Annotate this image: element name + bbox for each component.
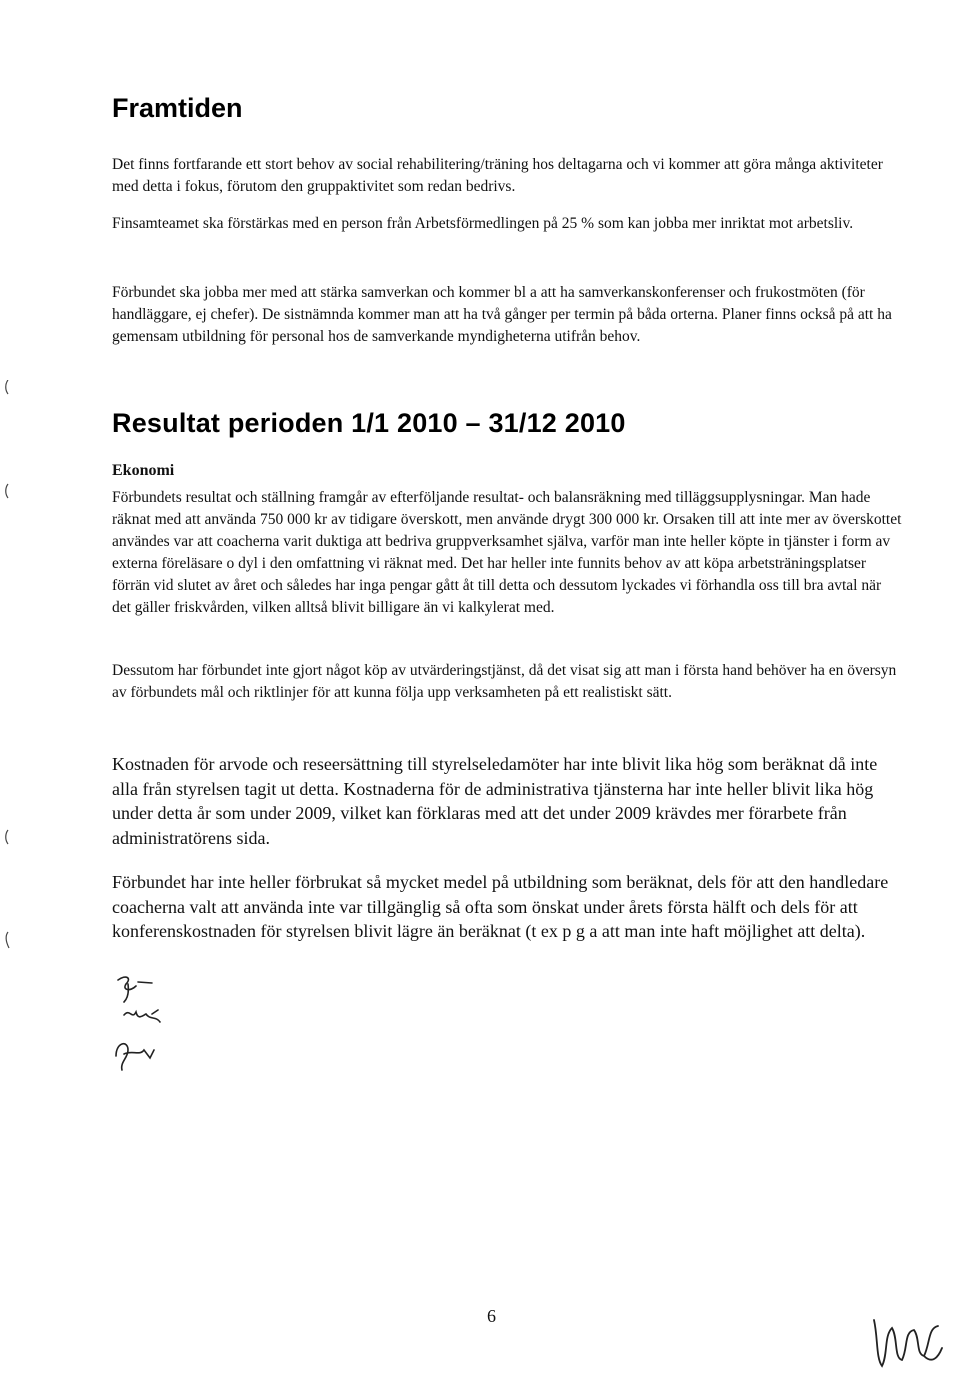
section-title-framtiden: Framtiden — [112, 93, 243, 123]
handwritten-signature — [868, 1308, 948, 1378]
paragraph-framtiden-2: Finsamteamet ska förstärkas med en person från Arbetsförmedlingen på 25 % som kan jobba mer inriktat mot arbetsliv. — [112, 215, 854, 232]
paragraph-ekonomi-4: Förbundet har inte heller förbrukat så mycket medel på utbildning som beräknat, dels för att den handledare coacherna valt att använda inte var tillgänglig så ofta som önskat under årets första hälft och dels för att konferenskostnaden för styrelsen blivit lägre än beräknat (t ex p g a att man inte haft möjlighet att delta). — [112, 872, 889, 941]
scan-margin-marks — [0, 380, 14, 960]
page-number: 6 — [487, 1306, 496, 1326]
paragraph-framtiden-3: Förbundet ska jobba mer med att stärka samverkan och kommer bl a att ha samverkanskonferenser och frukostmöten (för handläggare, ej chefer). De sistnämnda kommer man att ha två gånger per termin på båda orterna. Planer finns också på att ha gemensam utbildning för personal hos de samverkande myndigheterna utifrån behov. — [112, 284, 892, 345]
paragraph-ekonomi-3: Kostnaden för arvode och reseersättning till styrelseledamöter har inte blivit lika hög som beräknat då inte alla från styrelsen tagit ut detta. Kostnaderna för de administrativa tjänsterna har inte heller blivit lika hög under detta år som under 2009, vilket kan förklaras med att det under 2009 krävdes mer förarbete från administratörens sida. — [112, 754, 878, 848]
subheading-ekonomi: Ekonomi — [112, 462, 175, 479]
handwritten-initials-signature — [112, 970, 182, 1085]
paragraph-framtiden-1: Det finns fortfarande ett stort behov av social rehabilitering/träning hos deltagarna och vi kommer att göra många aktiviteter med detta i fokus, förutom den gruppaktivitet som redan bedrivs. — [112, 156, 883, 195]
paragraph-ekonomi-2: Dessutom har förbundet inte gjort något köp av utvärderingstjänst, då det visat sig att man i första hand behöver ha en översyn av förbundets mål och riktlinjer för att kunna följa upp verksamheten på ett realistiskt sätt. — [112, 662, 897, 701]
section-title-resultat: Resultat perioden 1/1 2010 – 31/12 2010 — [112, 408, 626, 438]
paragraph-ekonomi-1: Förbundets resultat och ställning framgår av efterföljande resultat- och balansräkning med tilläggsupplysningar. Man hade räknat med att använda 750 000 kr av tidigare överskott, men använde drygt 300 000 kr. Orsaken till att inte mer av överskottet användes var att coacherna varit duktiga att bedriva gruppverksamhet själva, varför man inte heller köpte in tjänster i form av externa föreläsare o dyl i den omfattning vi räknat med. Det har heller inte funnits behov av att köpa arbetsträningsplatser förrän vid slutet av året och således har inga pengar gått åt till detta och dessutom lyckades vi förhandla oss till bra avtal när det gäller friskvården, vilken alltså blivit billigare än vi kalkylerat med. — [112, 489, 902, 616]
